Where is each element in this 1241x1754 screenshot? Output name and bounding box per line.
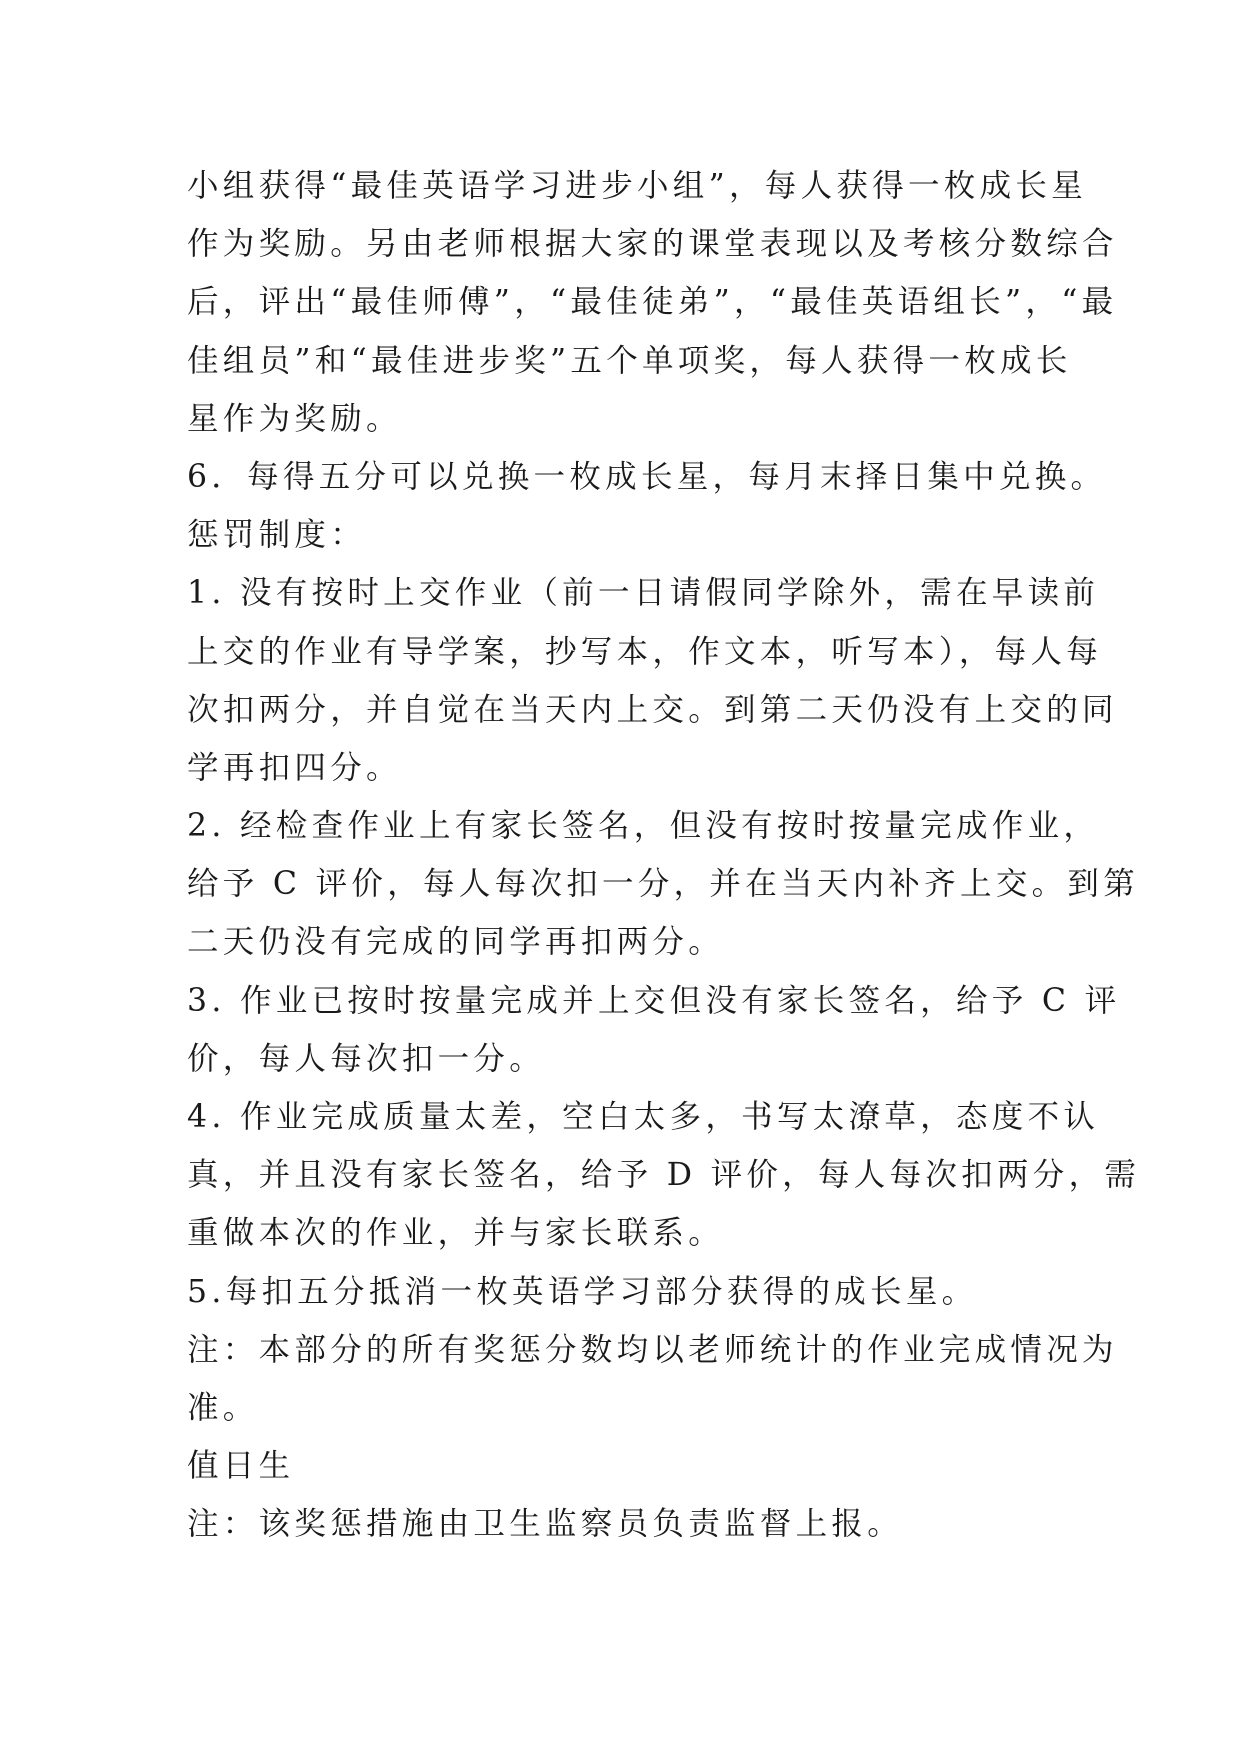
text-line: 后，评出“最佳师傅”，“最佳徒弟”，“最佳英语组长”，“最 — [187, 284, 1118, 321]
section-heading: 惩罚制度： — [187, 517, 367, 554]
note-line: 准。 — [187, 1389, 259, 1426]
text-line: 真，并且没有家长签名，给予 D 评价，每人每次扣两分，需 — [187, 1157, 1141, 1194]
text-line: 重做本次的作业，并与家长联系。 — [187, 1215, 725, 1252]
text-line: 上交的作业有导学案，抄写本，作文本，听写本），每人每 — [187, 633, 1103, 670]
text-line: 二天仍没有完成的同学再扣两分。 — [187, 924, 725, 961]
text-line: 学再扣四分。 — [187, 749, 402, 786]
text-line: 1. 没有按时上交作业（前一日请假同学除外，需在早读前 — [187, 575, 1100, 612]
text-line: 6．每得五分可以兑换一枚成长星，每月末择日集中兑换。 — [187, 458, 1107, 495]
text-line: 4. 作业完成质量太差，空白太多，书写太潦草，态度不认 — [187, 1099, 1100, 1135]
text-line: 佳组员”和“最佳进步奖”五个单项奖，每人获得一枚成长 — [187, 342, 1072, 379]
text-line: 小组获得“最佳英语学习进步小组”，每人获得一枚成长星 — [187, 168, 1088, 204]
text-line: 给予 C 评价，每人每次扣一分，并在当天内补齐上交。到第 — [187, 866, 1140, 903]
text-line: 作为奖励。另由老师根据大家的课堂表现以及考核分数综合 — [187, 226, 1118, 263]
text-line: 2. 经检查作业上有家长签名，但没有按时按量完成作业， — [187, 808, 1100, 845]
text-line: 星作为奖励。 — [187, 400, 402, 437]
text-line: 3. 作业已按时按量完成并上交但没有家长签名，给予 C 评 — [187, 982, 1121, 1019]
text-line: 次扣两分，并自觉在当天内上交。到第二天仍没有上交的同 — [187, 691, 1118, 728]
note-line: 注：该奖惩措施由卫生监察员负责监督上报。 — [187, 1506, 904, 1543]
text-line: 价，每人每次扣一分。 — [187, 1040, 546, 1077]
document-body — [187, 157, 1141, 1554]
note-line: 注：本部分的所有奖惩分数均以老师统计的作业完成情况为 — [187, 1331, 1118, 1368]
text-line: 5.每扣五分抵消一枚英语学习部分获得的成长星。 — [187, 1273, 978, 1310]
section-heading: 值日生 — [187, 1448, 295, 1485]
